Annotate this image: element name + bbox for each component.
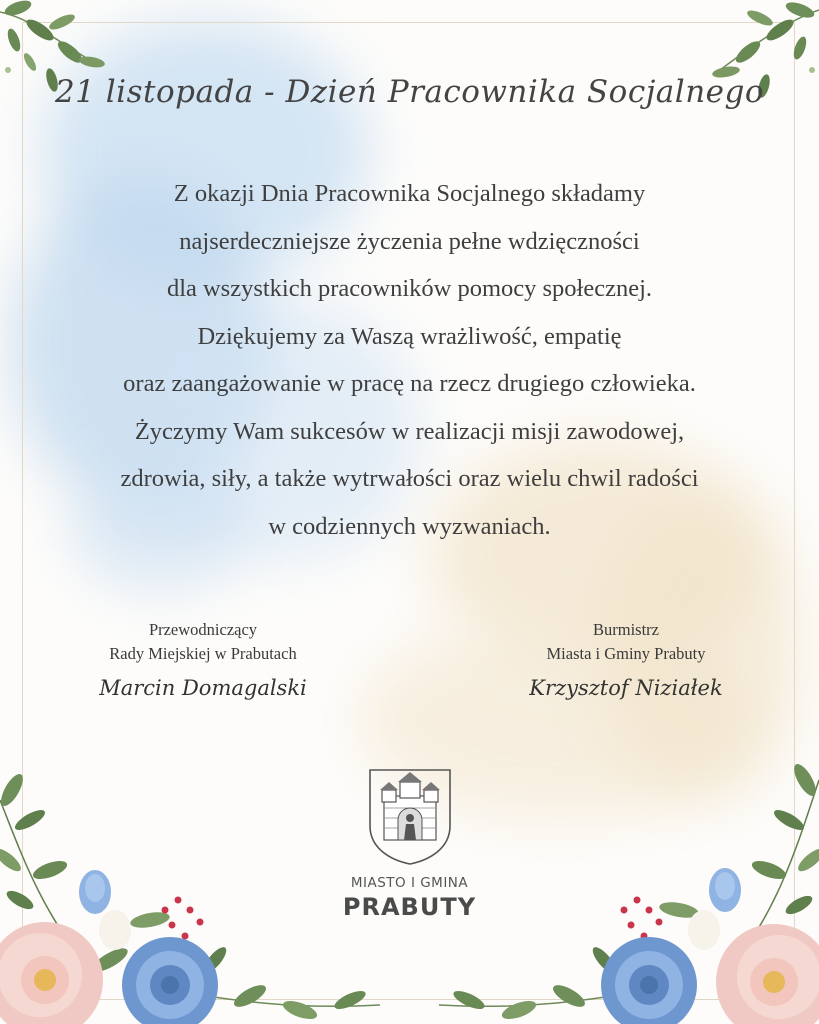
signature-role: Przewodniczący (148, 620, 258, 639)
floral-bouquet-bottom-left (0, 760, 390, 1024)
greeting-line: dla wszystkich pracowników pomocy społecznej. (166, 275, 653, 302)
signature-block-council-chairman (53, 618, 353, 700)
page-title: 21 listopada - Dzień Pracownika Socjalnego (54, 74, 765, 110)
greeting-line: najserdeczniejsze życzenia pełne wdzięczności (179, 227, 640, 255)
logo-municipality-label: MIASTO I GMINA (350, 875, 469, 891)
logo-town-name: PRABUTY (342, 893, 477, 921)
signature-name: Krzysztof Niziałek (529, 676, 723, 700)
signature-name: Marcin Domagalski (99, 676, 307, 700)
greeting-line: w codziennych wyzwaniach. (268, 512, 551, 540)
signature-role: Miasta i Gminy Prabuty (546, 644, 706, 663)
floral-bouquet-bottom-right (429, 760, 819, 1024)
greeting-line: Życzymy Wam sukcesów w realizacji misji zawodowej, (134, 417, 685, 445)
greeting-line: Dziękujemy za Waszą wrażliwość, empatię (197, 322, 622, 350)
greeting-line: zdrowia, siły, a także wytrwałości oraz wielu chwil radości (120, 465, 699, 492)
signature-block-mayor (476, 618, 776, 700)
greeting-text (60, 170, 759, 550)
greeting-line: Z okazji Dnia Pracownika Socjalnego składamy (173, 180, 646, 207)
signature-role: Rady Miejskiej w Prabutach (109, 644, 297, 663)
greeting-line: oraz zaangażowanie w pracę na rzecz drugiego człowieka. (123, 370, 696, 397)
signature-role: Burmistrz (593, 620, 659, 639)
